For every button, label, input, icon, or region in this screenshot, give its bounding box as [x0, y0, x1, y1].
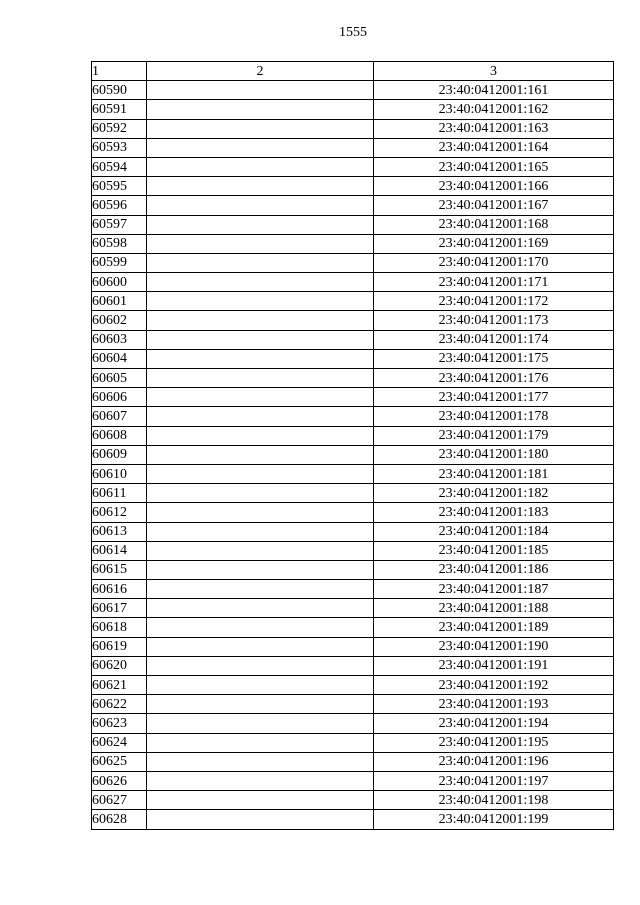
description-cell	[147, 580, 374, 599]
description-cell	[147, 407, 374, 426]
row-number-cell: 60617	[92, 599, 147, 618]
table-row	[92, 292, 614, 311]
table-row	[92, 618, 614, 637]
row-number-cell: 60618	[92, 618, 147, 637]
table-row	[92, 311, 614, 330]
row-number-cell: 60628	[92, 810, 147, 829]
row-number-cell: 60590	[92, 81, 147, 100]
table-row	[92, 752, 614, 771]
cadastral-number-cell: 23:40:0412001:167	[374, 196, 614, 215]
register-table	[91, 61, 614, 830]
cadastral-number-cell: 23:40:0412001:181	[374, 464, 614, 483]
description-cell	[147, 388, 374, 407]
table-row	[92, 503, 614, 522]
description-cell	[147, 100, 374, 119]
cadastral-number-cell: 23:40:0412001:198	[374, 791, 614, 810]
row-number-cell: 60597	[92, 215, 147, 234]
row-number-cell: 60612	[92, 503, 147, 522]
description-cell	[147, 349, 374, 368]
table-row	[92, 733, 614, 752]
row-number-cell: 60595	[92, 177, 147, 196]
description-cell	[147, 292, 374, 311]
table-row	[92, 445, 614, 464]
table-row	[92, 196, 614, 215]
row-number-cell: 60606	[92, 388, 147, 407]
row-number-cell: 60615	[92, 560, 147, 579]
description-cell	[147, 157, 374, 176]
table-row	[92, 407, 614, 426]
table-row	[92, 522, 614, 541]
cadastral-number-cell: 23:40:0412001:187	[374, 580, 614, 599]
cadastral-number-cell: 23:40:0412001:189	[374, 618, 614, 637]
cadastral-number-cell: 23:40:0412001:195	[374, 733, 614, 752]
description-cell	[147, 541, 374, 560]
column-header-1: 1	[92, 62, 147, 81]
cadastral-number-cell: 23:40:0412001:190	[374, 637, 614, 656]
row-number-cell: 60614	[92, 541, 147, 560]
description-cell	[147, 618, 374, 637]
header-row	[92, 62, 614, 81]
cadastral-number-cell: 23:40:0412001:197	[374, 771, 614, 790]
table-row	[92, 234, 614, 253]
cadastral-number-cell: 23:40:0412001:166	[374, 177, 614, 196]
cadastral-number-cell: 23:40:0412001:196	[374, 752, 614, 771]
table-row	[92, 695, 614, 714]
table-row	[92, 81, 614, 100]
table-header	[92, 62, 614, 81]
description-cell	[147, 599, 374, 618]
row-number-cell: 60608	[92, 426, 147, 445]
table-row	[92, 157, 614, 176]
row-number-cell: 60621	[92, 676, 147, 695]
cadastral-number-cell: 23:40:0412001:162	[374, 100, 614, 119]
table-row	[92, 656, 614, 675]
cadastral-number-cell: 23:40:0412001:199	[374, 810, 614, 829]
cadastral-number-cell: 23:40:0412001:180	[374, 445, 614, 464]
description-cell	[147, 695, 374, 714]
row-number-cell: 60623	[92, 714, 147, 733]
cadastral-number-cell: 23:40:0412001:169	[374, 234, 614, 253]
description-cell	[147, 771, 374, 790]
cadastral-number-cell: 23:40:0412001:186	[374, 560, 614, 579]
cadastral-number-cell: 23:40:0412001:176	[374, 369, 614, 388]
cadastral-number-cell: 23:40:0412001:178	[374, 407, 614, 426]
row-number-cell: 60604	[92, 349, 147, 368]
description-cell	[147, 196, 374, 215]
description-cell	[147, 637, 374, 656]
table-row	[92, 484, 614, 503]
description-cell	[147, 560, 374, 579]
description-cell	[147, 369, 374, 388]
row-number-cell: 60625	[92, 752, 147, 771]
cadastral-number-cell: 23:40:0412001:170	[374, 253, 614, 272]
description-cell	[147, 445, 374, 464]
description-cell	[147, 311, 374, 330]
row-number-cell: 60596	[92, 196, 147, 215]
table-row	[92, 541, 614, 560]
row-number-cell: 60616	[92, 580, 147, 599]
table-row	[92, 273, 614, 292]
description-cell	[147, 253, 374, 272]
table-row	[92, 791, 614, 810]
table-row	[92, 330, 614, 349]
description-cell	[147, 138, 374, 157]
cadastral-number-cell: 23:40:0412001:194	[374, 714, 614, 733]
cadastral-number-cell: 23:40:0412001:168	[374, 215, 614, 234]
cadastral-number-cell: 23:40:0412001:183	[374, 503, 614, 522]
page-number: 1555	[339, 25, 367, 40]
table-row	[92, 560, 614, 579]
row-number-cell: 60601	[92, 292, 147, 311]
row-number-cell: 60626	[92, 771, 147, 790]
description-cell	[147, 119, 374, 138]
row-number-cell: 60593	[92, 138, 147, 157]
table-row	[92, 177, 614, 196]
row-number-cell: 60619	[92, 637, 147, 656]
table-row	[92, 714, 614, 733]
cadastral-number-cell: 23:40:0412001:184	[374, 522, 614, 541]
table-row	[92, 464, 614, 483]
table-row	[92, 637, 614, 656]
cadastral-number-cell: 23:40:0412001:171	[374, 273, 614, 292]
cadastral-number-cell: 23:40:0412001:185	[374, 541, 614, 560]
row-number-cell: 60620	[92, 656, 147, 675]
row-number-cell: 60609	[92, 445, 147, 464]
cadastral-number-cell: 23:40:0412001:173	[374, 311, 614, 330]
description-cell	[147, 273, 374, 292]
row-number-cell: 60598	[92, 234, 147, 253]
table-row	[92, 349, 614, 368]
description-cell	[147, 81, 374, 100]
description-cell	[147, 234, 374, 253]
cadastral-number-cell: 23:40:0412001:174	[374, 330, 614, 349]
table-row	[92, 676, 614, 695]
table-body	[92, 81, 614, 829]
table-row	[92, 138, 614, 157]
row-number-cell: 60607	[92, 407, 147, 426]
description-cell	[147, 503, 374, 522]
table-row	[92, 369, 614, 388]
table-row	[92, 426, 614, 445]
column-header-2: 2	[147, 62, 374, 81]
description-cell	[147, 426, 374, 445]
row-number-cell: 60603	[92, 330, 147, 349]
cadastral-number-cell: 23:40:0412001:172	[374, 292, 614, 311]
description-cell	[147, 714, 374, 733]
row-number-cell: 60591	[92, 100, 147, 119]
cadastral-number-cell: 23:40:0412001:191	[374, 656, 614, 675]
cadastral-number-cell: 23:40:0412001:193	[374, 695, 614, 714]
cadastral-number-cell: 23:40:0412001:163	[374, 119, 614, 138]
description-cell	[147, 752, 374, 771]
cadastral-number-cell: 23:40:0412001:182	[374, 484, 614, 503]
cadastral-number-cell: 23:40:0412001:179	[374, 426, 614, 445]
cadastral-number-cell: 23:40:0412001:177	[374, 388, 614, 407]
cadastral-number-cell: 23:40:0412001:175	[374, 349, 614, 368]
description-cell	[147, 676, 374, 695]
description-cell	[147, 177, 374, 196]
row-number-cell: 60622	[92, 695, 147, 714]
row-number-cell: 60610	[92, 464, 147, 483]
row-number-cell: 60592	[92, 119, 147, 138]
cadastral-number-cell: 23:40:0412001:188	[374, 599, 614, 618]
table-row	[92, 253, 614, 272]
row-number-cell: 60605	[92, 369, 147, 388]
row-number-cell: 60611	[92, 484, 147, 503]
description-cell	[147, 733, 374, 752]
row-number-cell: 60602	[92, 311, 147, 330]
description-cell	[147, 810, 374, 829]
table-row	[92, 810, 614, 829]
table-row	[92, 580, 614, 599]
description-cell	[147, 656, 374, 675]
table-row	[92, 771, 614, 790]
cadastral-number-cell: 23:40:0412001:161	[374, 81, 614, 100]
description-cell	[147, 215, 374, 234]
row-number-cell: 60624	[92, 733, 147, 752]
row-number-cell: 60594	[92, 157, 147, 176]
description-cell	[147, 330, 374, 349]
description-cell	[147, 464, 374, 483]
column-header-3: 3	[374, 62, 614, 81]
description-cell	[147, 791, 374, 810]
table-row	[92, 388, 614, 407]
cadastral-number-cell: 23:40:0412001:164	[374, 138, 614, 157]
row-number-cell: 60599	[92, 253, 147, 272]
description-cell	[147, 522, 374, 541]
cadastral-number-cell: 23:40:0412001:192	[374, 676, 614, 695]
table-row	[92, 100, 614, 119]
row-number-cell: 60627	[92, 791, 147, 810]
table-row	[92, 599, 614, 618]
table-row	[92, 119, 614, 138]
cadastral-number-cell: 23:40:0412001:165	[374, 157, 614, 176]
description-cell	[147, 484, 374, 503]
table-row	[92, 215, 614, 234]
row-number-cell: 60613	[92, 522, 147, 541]
row-number-cell: 60600	[92, 273, 147, 292]
